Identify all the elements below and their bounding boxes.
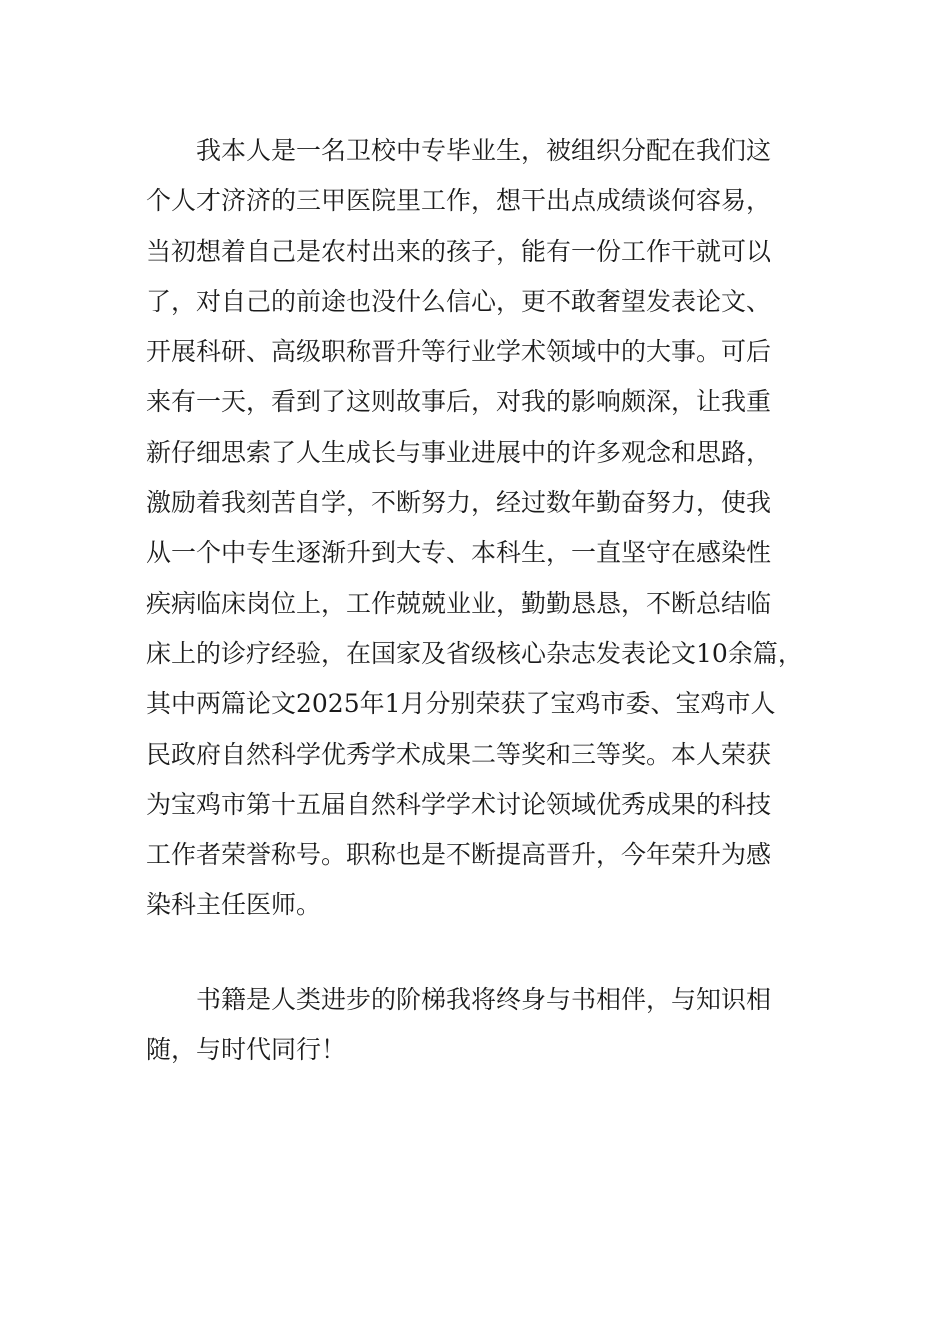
paragraph-line: 激励着我刻苦自学，不断努力，经过数年勤奋努力，使我 bbox=[146, 488, 772, 518]
paragraph-line: 新仔细思索了人生成长与事业进展中的许多观念和思路， bbox=[146, 437, 772, 467]
paragraph-line: 我本人是一名卫校中专毕业生，被组织分配在我们这 bbox=[196, 136, 772, 165]
paragraph-line: 工作者荣誉称号。职称也是不断提高晋升，今年荣升为感 bbox=[146, 840, 772, 870]
paragraph-line: 了，对自己的前途也没什么信心，更不敢奢望发表论文、 bbox=[146, 286, 772, 316]
paragraph-closing bbox=[146, 975, 830, 1076]
paragraph-line: 疾病临床岗位上，工作兢兢业业，勤勤恳恳，不断总结临 bbox=[146, 588, 772, 618]
paragraph-line: 民政府自然科学优秀学术成果二等奖和三等奖。本人荣获 bbox=[146, 739, 772, 769]
paragraph-line: 染科主任医师。 bbox=[146, 890, 322, 920]
paragraph-line: 为宝鸡市第十五届自然科学学术讨论领域优秀成果的科技 bbox=[146, 789, 772, 819]
paragraph-line: 床上的诊疗经验，在国家及省级核心杂志发表论文10余篇， bbox=[146, 638, 803, 668]
paragraph-line: 开展科研、高级职称晋升等行业学术领域中的大事。可后 bbox=[146, 337, 772, 367]
paragraph-line: 当初想着自己是农村出来的孩子，能有一份工作干就可以 bbox=[146, 236, 772, 266]
paragraph-line: 其中两篇论文2025年1月分别荣获了宝鸡市委、宝鸡市人 bbox=[146, 689, 776, 719]
paragraph-line: 书籍是人类进步的阶梯我将终身与书相伴，与知识相 bbox=[196, 985, 772, 1014]
paragraph-line: 个人才济济的三甲医院里工作，想干出点成绩谈何容易， bbox=[146, 186, 772, 216]
paragraph-achievements bbox=[146, 126, 830, 931]
paragraph-line: 随，与时代同行！ bbox=[146, 1035, 347, 1065]
paragraph-line: 从一个中专生逐渐升到大专、本科生，一直坚守在感染性 bbox=[146, 538, 772, 568]
paragraph-line: 来有一天，看到了这则故事后，对我的影响颇深，让我重 bbox=[146, 387, 772, 417]
